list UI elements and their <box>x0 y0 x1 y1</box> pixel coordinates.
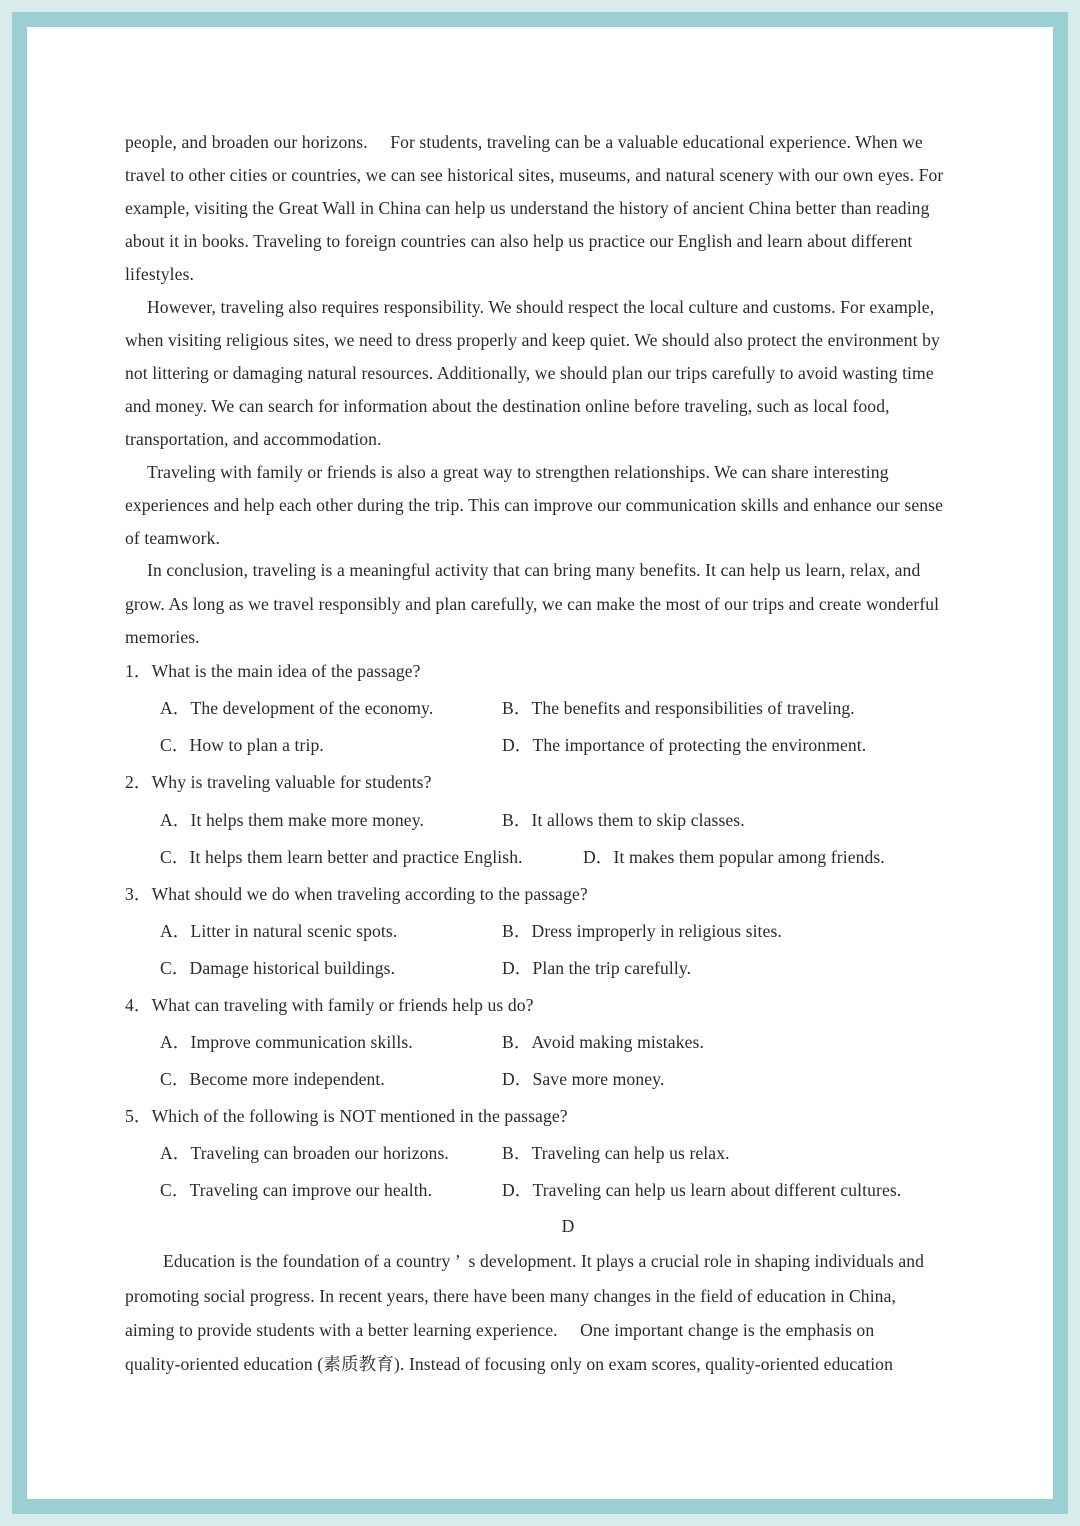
option-a: A．Traveling can broaden our horizons. <box>160 1143 449 1163</box>
option-d: D．It makes them popular among friends. <box>583 847 885 867</box>
option-b: B．Traveling can help us relax. <box>502 1143 730 1163</box>
option-b: B．Dress improperly in religious sites. <box>502 921 782 941</box>
question-stem: 2．Why is traveling valuable for students? <box>125 772 432 792</box>
option-b: B．Avoid making mistakes. <box>502 1032 704 1052</box>
option-b: B．The benefits and responsibilities of traveling. <box>502 698 855 718</box>
question-stem: 5．Which of the following is NOT mentioned in the passage? <box>125 1106 568 1126</box>
passage-c-line: Traveling with family or friends is also a great way to strengthen relationships. We can share interesting <box>147 462 889 482</box>
passage-c-line: In conclusion, traveling is a meaningful activity that can bring many benefits. It can help us learn, relax, and <box>147 560 921 580</box>
question-stem: 3．What should we do when traveling according to the passage? <box>125 884 588 904</box>
passage-d-line: aiming to provide students with a better learning experience. One important change is the emphasis on <box>125 1320 875 1340</box>
option-a: A．Litter in natural scenic spots. <box>160 921 398 941</box>
option-d: D．Traveling can help us learn about different cultures. <box>502 1180 902 1200</box>
option-b: B．It allows them to skip classes. <box>502 810 745 830</box>
passage-c-line: and money. We can search for information about the destination online before traveling, such as local food, <box>125 396 890 416</box>
option-d: D．The importance of protecting the environment. <box>502 735 867 755</box>
option-c: C．Become more independent. <box>160 1069 385 1089</box>
passage-d-line: Education is the foundation of a country ’ s development. It plays a crucial role in shaping individuals and <box>163 1251 925 1271</box>
passage-c-line: travel to other cities or countries, we can see historical sites, museums, and natural scenery with our own eyes. For <box>125 165 944 185</box>
option-c: C．How to plan a trip. <box>160 735 324 755</box>
option-a: A．It helps them make more money. <box>160 810 424 830</box>
passage-c-line: about it in books. Traveling to foreign countries can also help us practice our English and learn about different <box>125 231 913 251</box>
option-c: C．Traveling can improve our health. <box>160 1180 433 1200</box>
passage-c-line: people, and broaden our horizons. For students, traveling can be a valuable educational experience. When we <box>125 132 923 152</box>
passage-d-heading: D <box>561 1216 575 1236</box>
option-d: D．Save more money. <box>502 1069 665 1089</box>
passage-c-line: lifestyles. <box>125 264 195 284</box>
passage-d-line: quality-oriented education (素质教育). Instead of focusing only on exam scores, quality-oriented education <box>125 1354 893 1374</box>
passage-c-line: of teamwork. <box>125 528 221 548</box>
passage-c-line: transportation, and accommodation. <box>125 429 382 449</box>
passage-c-line: when visiting religious sites, we need to dress properly and keep quiet. We should also protect the environment by <box>125 330 940 350</box>
option-c: C．Damage historical buildings. <box>160 958 396 978</box>
option-d: D．Plan the trip carefully. <box>502 958 692 978</box>
passage-c-line: experiences and help each other during the trip. This can improve our communication skills and enhance our sense <box>125 495 943 515</box>
document-page <box>27 27 1053 1499</box>
option-a: A．Improve communication skills. <box>160 1032 413 1052</box>
question-stem: 4．What can traveling with family or friends help us do? <box>125 995 534 1015</box>
option-a: A．The development of the economy. <box>160 698 434 718</box>
passage-d-line: promoting social progress. In recent years, there have been many changes in the field of education in China, <box>125 1286 896 1306</box>
passage-c-line: grow. As long as we travel responsibly and plan carefully, we can make the most of our trips and create wonderful <box>125 594 940 614</box>
passage-c-line: not littering or damaging natural resources. Additionally, we should plan our trips carefully to avoid wasting time <box>125 363 934 383</box>
passage-c-line: However, traveling also requires responsibility. We should respect the local culture and customs. For example, <box>147 297 935 317</box>
passage-c-line: memories. <box>125 627 200 647</box>
question-stem: 1．What is the main idea of the passage? <box>125 661 421 681</box>
option-c: C．It helps them learn better and practice English. <box>160 847 523 867</box>
passage-c-line: example, visiting the Great Wall in China can help us understand the history of ancient China better than reading <box>125 198 930 218</box>
